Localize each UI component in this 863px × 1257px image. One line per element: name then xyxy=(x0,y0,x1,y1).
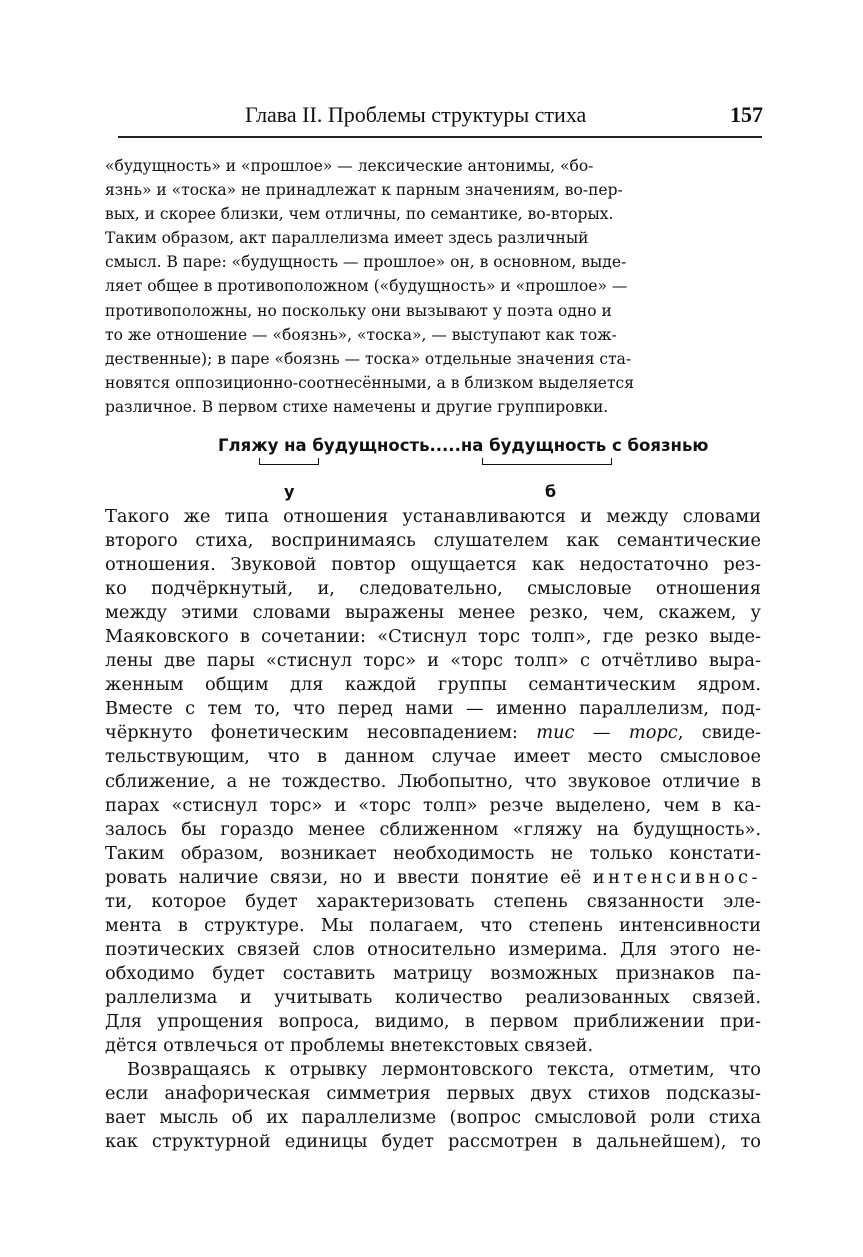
text-line: Возвращаясь к отрывку лермонтовского текста, отметим, что xyxy=(127,1059,761,1080)
text-line: Для упрощения вопроса, видимо, в первом приближении при- xyxy=(105,1010,761,1032)
text-line: залось бы гораздо менее сближенном «гляжу на будущность». xyxy=(105,818,761,840)
bracket-label-right: б xyxy=(545,482,557,501)
text-line: как структурной единицы будет рассмотрен в дальнейшем), то xyxy=(105,1131,761,1153)
text-line: раллелизма и учитывать количество реализованных связей. xyxy=(105,986,761,1008)
text-line-mixed xyxy=(105,721,761,745)
text-line: Такого же типа отношения устанавливаются и между словами xyxy=(105,506,761,527)
text-line: различное. В первом стихе намечены и другие группировки. xyxy=(105,397,609,416)
text-segment: чёркнуто фонетическим несовпадением: xyxy=(105,722,537,744)
text-line: отношения. Звуковой повтор ощущается как недостаточно рез- xyxy=(105,554,761,576)
text-line: обходимо будет составить матрицу возможных признаков па- xyxy=(105,962,761,984)
text-line: Таким образом, акт параллелизма имеет здесь различный xyxy=(105,229,589,248)
text-line: смысл. В паре: «будущность — прошлое» он, в основном, выде- xyxy=(105,253,627,272)
text-line: Вместе с тем то, что перед нами — именно параллелизм, под- xyxy=(105,698,761,720)
paragraph-1 xyxy=(105,154,761,419)
text-line: дётся отвлечься от проблемы внетекстовых связей. xyxy=(105,1035,594,1057)
text-segment: , свиде- xyxy=(677,722,761,744)
text-line: Таким образом, возникает необходимость не только констати- xyxy=(105,842,761,864)
text-line: Маяковского в сочетании: «Стиснул торс толп», где резко выде- xyxy=(105,626,761,648)
text-line-mixed xyxy=(105,866,761,890)
text-line: если анафорическая симметрия первых двух стихов подсказы- xyxy=(105,1083,761,1105)
diagram-verse-line: Гляжу на будущность.....на будущность с боязнью xyxy=(218,436,709,455)
text-line: второго стиха, воспринимаясь слушателем как семантические xyxy=(105,530,761,552)
bracket-left xyxy=(259,458,319,465)
text-segment: — xyxy=(574,722,629,744)
bracket-right xyxy=(482,458,612,465)
paragraph-3 xyxy=(105,1058,761,1154)
text-line: новятся оппозиционно-соотнесёнными, а в близком выделяется xyxy=(105,373,635,392)
text-line: женным общим для каждой группы семантическим ядром. xyxy=(105,674,761,696)
spaced-term: интенсивнос- xyxy=(592,866,761,888)
text-line: противоположны, но поскольку они вызывают у поэта одно и xyxy=(105,301,612,320)
text-line: то же отношение — «боязнь», «тоска», — выступают как тож- xyxy=(105,325,617,344)
italic-word: торс xyxy=(628,722,678,744)
text-line: тельствующим, что в данном случае имеет место смысловое xyxy=(105,746,761,768)
running-header xyxy=(105,98,765,132)
text-line: ти, которое будет характеризовать степень связанности эле- xyxy=(105,890,761,912)
text-line: язнь» и «тоска» не принадлежат к парным значениям, во-пер- xyxy=(105,181,623,200)
text-line: вает мысль об их параллелизме (вопрос смысловой роли стиха xyxy=(105,1107,761,1129)
text-line: парах «стиснул торс» и «торс толп» резче выделено, чем в ка- xyxy=(105,794,761,816)
page-number: 157 xyxy=(730,102,763,127)
header-rule xyxy=(118,136,762,138)
chapter-title: Глава II. Проблемы структуры стиха xyxy=(245,102,587,127)
text-line: между этими словами выражены менее резко, чем, скажем, у xyxy=(105,602,761,624)
bracket-label-left: у xyxy=(284,482,295,501)
paragraph-2 xyxy=(105,505,761,1058)
text-segment: ровать наличие связи, но и ввести понятие её xyxy=(105,866,593,888)
text-line: мента в структуре. Мы полагаем, что степень интенсивности xyxy=(105,914,761,936)
text-line: ко подчёркнутый, и, следовательно, смысловые отношения xyxy=(105,578,761,600)
parallelism-diagram xyxy=(200,436,709,506)
italic-word: тис xyxy=(536,722,575,744)
text-line: вых, и скорее близки, чем отличны, по семантике, во-вторых. xyxy=(105,205,614,224)
text-line: «будущность» и «прошлое» — лексические антонимы, «бо- xyxy=(105,157,594,175)
text-line: лены две пары «стиснул торс» и «торс толп» с отчётливо выра- xyxy=(105,650,761,672)
text-line: поэтических связей слов относительно измерима. Для этого не- xyxy=(105,938,761,960)
text-line: дественные); в паре «боязнь — тоска» отдельные значения ста- xyxy=(105,349,632,368)
text-line: сближение, а не тождество. Любопытно, что звуковое отличие в xyxy=(105,770,761,792)
text-line: ляет общее в противоположном («будущность» и «прошлое» — xyxy=(105,277,628,296)
